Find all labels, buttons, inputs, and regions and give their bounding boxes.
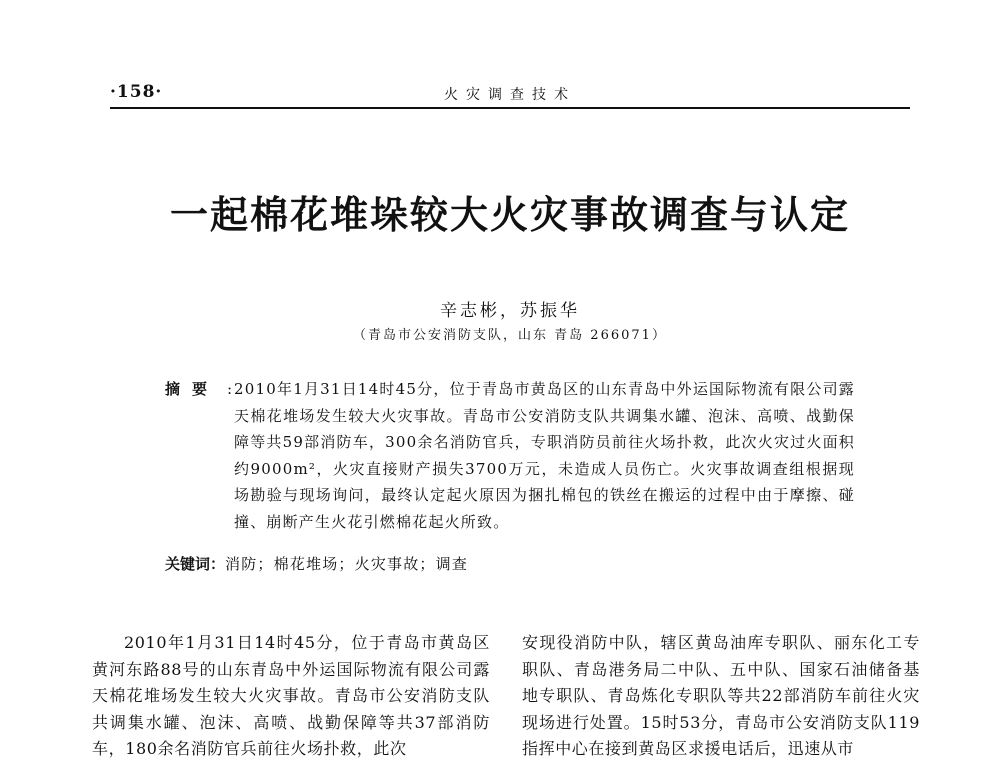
article-title: 一起棉花堆垛较大火灾事故调查与认定	[169, 193, 850, 237]
keywords-block	[165, 552, 855, 576]
body-left-column: 2010年1月31日14时45分，位于青岛市黄岛区黄河东路88号的山东青岛中外运国际物流有限公司露天棉花堆场发生较大火灾事故。青岛市公安消防支队共调集水罐、泡沫、高喷、战勤保障等共37部消防车，180余名消防官兵前往火场扑救，此次	[92, 633, 490, 758]
body-right-column: 安现役消防中队，辖区黄岛油库专职队、丽东化工专职队、青岛港务局二中队、五中队、国家石油储备基地专职队、青岛炼化专职队等共22部消防车前往火灾现场进行处置。15时53分，青岛市公安消防支队119指挥中心在接到黄岛区求援电话后，迅速从市	[522, 633, 920, 758]
article-affiliation: （青岛市公安消防支队，山东 青岛 266071）	[353, 328, 667, 343]
article-authors: 辛志彬，苏振华	[440, 301, 580, 321]
body-columns	[92, 630, 922, 760]
keywords-text: 消防；棉花堆场；火灾事故；调查	[225, 555, 469, 573]
running-header	[110, 82, 910, 108]
keywords-label: 关键词：	[165, 555, 226, 573]
page-number: ·158·	[110, 82, 163, 102]
abstract-text: 2010年1月31日14时45分，位于青岛市黄岛区的山东青岛中外运国际物流有限公司露天棉花堆场发生较大火灾事故。青岛市公安消防支队共调集水罐、泡沫、高喷、战勤保障等共59部消防车，300余名消防官兵，专职消防员前往火场扑救，此次火灾过火面积约9000m²，火灾直接财产损失3700万元，未造成人员伤亡。火灾事故调查组根据现场勘验与现场询问，最终认定起火原因为捆扎棉包的铁丝在搬运的过程中由于摩擦、碰撞、崩断产生火花引燃棉花起火所致。	[234, 380, 855, 531]
header-rule	[110, 107, 910, 109]
journal-name: 火灾调查技术	[444, 87, 576, 103]
abstract-colon: :	[227, 380, 233, 398]
abstract-label: 摘要	[165, 380, 220, 398]
abstract-block	[165, 376, 855, 535]
